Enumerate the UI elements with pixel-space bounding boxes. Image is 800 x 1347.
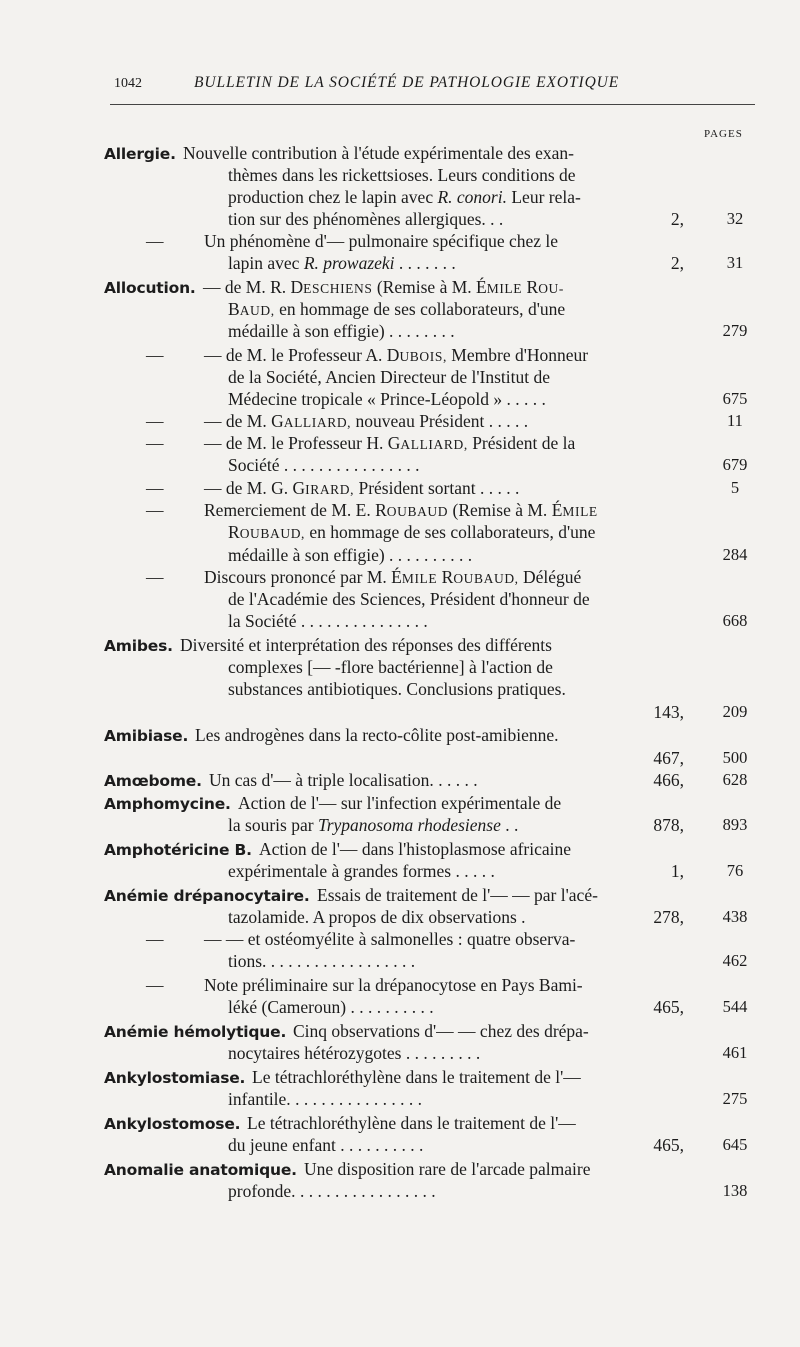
- entry-text: Un phénomène d'— pulmonaire spécifique chez le: [204, 231, 559, 251]
- ditto-dash: —: [146, 929, 164, 949]
- entry-text: — de M. R. DESCHIENS (Remise à M. ÉMILE ROU-: [203, 277, 564, 297]
- page-number: 1042: [114, 76, 142, 91]
- index-line: [0, 1042, 800, 1064]
- page-ref: 32: [726, 209, 744, 228]
- ditto-dash: —: [146, 411, 164, 431]
- index-line: [0, 906, 800, 928]
- entry-text: médaille à son effigie) . . . . . . . . . .: [228, 545, 473, 565]
- entry-text: Le tétrachloréthylène dans le traitement de l'—: [252, 1067, 581, 1087]
- entry-text: médaille à son effigie) . . . . . . . .: [228, 321, 455, 341]
- entry-text: — de M. le Professeur H. GALLIARD, Président de la: [204, 433, 576, 453]
- page-ref: 438: [722, 907, 748, 926]
- index-line: [0, 1134, 800, 1156]
- entry-text: complexes [— -flore bactérienne] à l'action de: [228, 657, 553, 677]
- page-ref: 645: [722, 1135, 748, 1154]
- index-line: [0, 410, 800, 432]
- entry-text: ROUBAUD, en hommage de ses collaborateurs, d'une: [228, 522, 596, 542]
- index-line: [0, 1112, 800, 1134]
- entry-text: Note préliminaire sur la drépanocytose en Pays Bami-: [204, 975, 583, 995]
- page-ref: 675: [722, 389, 748, 408]
- page-ref: 275: [722, 1089, 748, 1108]
- entry-text: léké (Cameroun) . . . . . . . . . .: [228, 997, 434, 1017]
- entry-keyword: Anémie drépanocytaire.: [104, 887, 310, 905]
- entry-text: thèmes dans les rickettsioses. Leurs conditions de: [228, 165, 576, 185]
- index-line: [0, 320, 800, 342]
- index-line: [0, 814, 800, 836]
- ditto-dash: —: [146, 478, 164, 498]
- ditto-dash: —: [146, 231, 164, 251]
- entry-keyword: Ankylostomose.: [104, 1115, 241, 1133]
- entry-keyword: Allergie.: [104, 145, 176, 163]
- entry-text: BAUD, en hommage de ses collaborateurs, d'une: [228, 299, 566, 319]
- page-ref: 461: [722, 1043, 748, 1062]
- entry-keyword: Amibes.: [104, 637, 173, 655]
- entry-text: Société . . . . . . . . . . . . . . . .: [228, 455, 420, 475]
- index-line: [0, 566, 800, 588]
- entry-text: production chez le lapin avec R. conori. Leur rela-: [228, 187, 581, 207]
- index-line: [0, 838, 800, 860]
- entry-text: lapin avec R. prowazeki . . . . . . .: [228, 253, 456, 273]
- entry-text: Essais de traitement de l'— — par l'acé-: [317, 885, 598, 905]
- page-ref: 31: [726, 253, 744, 272]
- index-line: [0, 208, 800, 230]
- index-line: [0, 1158, 800, 1180]
- index-line: [0, 769, 800, 791]
- ditto-dash: —: [146, 345, 164, 365]
- ditto-dash: —: [146, 567, 164, 587]
- index-line: [0, 544, 800, 566]
- ditto-dash: —: [146, 975, 164, 995]
- entry-text: — — et ostéomyélite à salmonelles : quatre observa-: [204, 929, 576, 949]
- index-line: [0, 252, 800, 274]
- volume-ref: 2,: [670, 253, 684, 273]
- entry-text: Diversité et interprétation des réponses des différents: [180, 635, 552, 655]
- index-line: [0, 860, 800, 882]
- entry-text: tazolamide. A propos de dix observations .: [228, 907, 526, 927]
- index-line: [0, 1020, 800, 1042]
- page-ref: 544: [722, 997, 748, 1016]
- entry-text: de l'Académie des Sciences, Président d'honneur de: [228, 589, 590, 609]
- index-line: [0, 884, 800, 906]
- page-ref: 279: [722, 321, 748, 340]
- page-ref: 462: [722, 951, 748, 970]
- entry-text: tion sur des phénomènes allergiques. . .: [228, 209, 504, 229]
- index-line: [0, 164, 800, 186]
- index-line: [0, 1088, 800, 1110]
- volume-ref: 466,: [653, 770, 684, 790]
- volume-ref: 2,: [670, 209, 684, 229]
- entry-text: tions. . . . . . . . . . . . . . . . . .: [228, 951, 416, 971]
- index-line: [0, 186, 800, 208]
- page-ref: 668: [722, 611, 748, 630]
- index-line: [0, 1180, 800, 1202]
- index-line: [0, 656, 800, 678]
- index-line: [0, 724, 800, 746]
- entry-text: du jeune enfant . . . . . . . . . .: [228, 1135, 424, 1155]
- index-line: [0, 454, 800, 476]
- entry-text: la Société . . . . . . . . . . . . . . .: [228, 611, 428, 631]
- volume-ref: 465,: [653, 1135, 684, 1155]
- index-line: [0, 701, 800, 723]
- index-line: [0, 521, 800, 543]
- page-ref: 209: [722, 702, 748, 721]
- entry-text: de la Société, Ancien Directeur de l'Institut de: [228, 367, 551, 387]
- index-line: [0, 610, 800, 632]
- index-line: [0, 366, 800, 388]
- entry-text: infantile. . . . . . . . . . . . . . . .: [228, 1089, 422, 1109]
- index-line: [0, 298, 800, 320]
- page-ref: 500: [722, 748, 748, 767]
- page-ref: 893: [722, 815, 748, 834]
- index-line: [0, 344, 800, 366]
- entry-keyword: Amibiase.: [104, 727, 189, 745]
- index-line: [0, 142, 800, 164]
- index-line: [0, 996, 800, 1018]
- entry-keyword: Allocution.: [104, 279, 196, 297]
- index-line: [0, 747, 800, 769]
- entry-text: la souris par Trypanosoma rhodesiense . .: [228, 815, 519, 835]
- volume-ref: 278,: [653, 907, 684, 927]
- index-line: [0, 388, 800, 410]
- entry-keyword: Anomalie anatomique.: [104, 1161, 297, 1179]
- index-line: [0, 678, 800, 700]
- entry-text: Les androgènes dans la recto-côlite post-amibienne.: [195, 725, 559, 745]
- index-line: [0, 432, 800, 454]
- volume-ref: 143,: [653, 702, 684, 722]
- entry-text: Le tétrachloréthylène dans le traitement de l'—: [247, 1113, 576, 1133]
- page-ref: 5: [730, 478, 740, 497]
- entry-text: — de M. le Professeur A. DUBOIS, Membre d'Honneur: [204, 345, 589, 365]
- entry-text: Nouvelle contribution à l'étude expérimentale des exan-: [183, 143, 574, 163]
- index-line: [0, 499, 800, 521]
- index-line: [0, 588, 800, 610]
- index-line: [0, 230, 800, 252]
- entry-text: Une disposition rare de l'arcade palmaire: [304, 1159, 591, 1179]
- index-line: [0, 477, 800, 499]
- volume-ref: 465,: [653, 997, 684, 1017]
- volume-ref: 1,: [670, 861, 684, 881]
- entry-text: profonde. . . . . . . . . . . . . . . . .: [228, 1181, 436, 1201]
- entry-text: Action de l'— dans l'histoplasmose africaine: [259, 839, 572, 859]
- index-line: [0, 1066, 800, 1088]
- entry-keyword: Anémie hémolytique.: [104, 1023, 287, 1041]
- page-ref: 679: [722, 455, 748, 474]
- volume-ref: 878,: [653, 815, 684, 835]
- entry-text: Un cas d'— à triple localisation. . . . . .: [209, 770, 478, 790]
- entry-keyword: Ankylostomiase.: [104, 1069, 246, 1087]
- entry-text: — de M. GALLIARD, nouveau Président . . . . .: [204, 411, 529, 431]
- entry-text: Cinq observations d'— — chez des drépa-: [293, 1021, 589, 1041]
- entry-keyword: Amœbome.: [104, 772, 202, 790]
- running-title: BULLETIN DE LA SOCIÉTÉ DE PATHOLOGIE EXOTIQUE: [194, 74, 620, 91]
- entry-text: Discours prononcé par M. ÉMILE ROUBAUD, Délégué: [204, 567, 582, 587]
- entry-text: Remerciement de M. E. ROUBAUD (Remise à M. ÉMILE: [204, 500, 598, 520]
- index-line: [0, 634, 800, 656]
- page-ref: 628: [722, 770, 748, 789]
- entry-text: substances antibiotiques. Conclusions pratiques.: [228, 679, 566, 699]
- entry-text: expérimentale à grandes formes . . . . .: [228, 861, 495, 881]
- entry-keyword: Amphomycine.: [104, 795, 231, 813]
- ditto-dash: —: [146, 500, 164, 520]
- page-ref: 76: [726, 861, 744, 880]
- pages-column-label: PAGES: [704, 128, 743, 140]
- entry-keyword: Amphotéricine B.: [104, 841, 252, 859]
- page-ref: 11: [727, 411, 743, 430]
- volume-ref: 467,: [653, 748, 684, 768]
- index-line: [0, 928, 800, 950]
- index-line: [0, 276, 800, 298]
- ditto-dash: —: [146, 433, 164, 453]
- page-ref: 138: [722, 1181, 748, 1200]
- page-ref: 284: [722, 545, 748, 564]
- entry-text: Médecine tropicale « Prince-Léopold » . . . . .: [228, 389, 546, 409]
- entry-text: nocytaires hétérozygotes . . . . . . . . .: [228, 1043, 481, 1063]
- entry-text: — de M. G. GIRARD, Président sortant . . . . .: [204, 478, 520, 498]
- index-line: [0, 950, 800, 972]
- index-line: [0, 974, 800, 996]
- entry-text: Action de l'— sur l'infection expérimentale de: [238, 793, 562, 813]
- index-line: [0, 792, 800, 814]
